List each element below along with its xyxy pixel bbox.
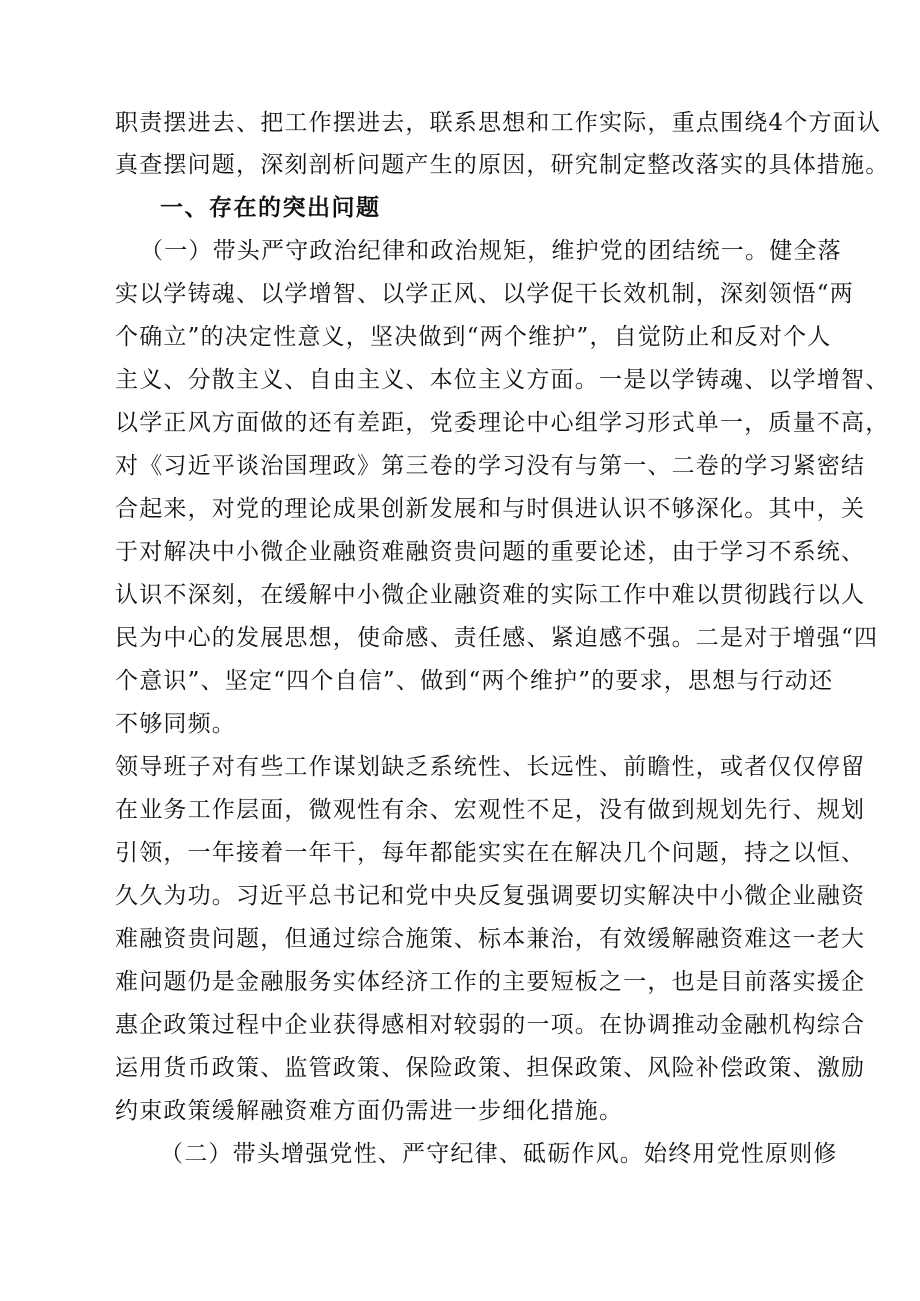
- text-line: （二）带头增强党性、严守纪律、砥砺作风。始终用党性原则修: [160, 1141, 838, 1167]
- text-line: 运用货币政策、监管政策、保险政策、担保政策、风险补偿政策、激励: [115, 1055, 866, 1081]
- text-line: 个确立”的决定性意义，坚决做到“两个维护”，自觉防止和反对个人: [115, 324, 832, 350]
- text-line: 合起来，对党的理论成果创新发展和与时俱进认识不够深化。其中，关: [115, 496, 866, 522]
- text-line: 民为中心的发展思想，使命感、责任感、紧迫感不强。二是对于增强“四: [115, 625, 879, 651]
- text-line: 个意识”、坚定“四个自信”、做到“两个维护”的要求，思想与行动还: [115, 668, 834, 694]
- text-line: 不够同频。: [115, 711, 236, 737]
- text-line: 惠企政策过程中企业获得感相对较弱的一项。在协调推动金融机构综合: [115, 1012, 866, 1038]
- text-line: 认识不深刻，在缓解中小微企业融资难的实际工作中难以贯彻践行以人: [115, 582, 866, 608]
- text-line: 领导班子对有些工作谋划缺乏系统性、长远性、前瞻性，或者仅仅停留: [115, 754, 866, 780]
- text-line: 约束政策缓解融资难方面仍需进一步细化措施。: [115, 1098, 624, 1124]
- text-line: 在业务工作层面，微观性有余、宏观性不足，没有做到规划先行、规划: [115, 797, 866, 823]
- text-line: 难融资贵问题，但通过综合施策、标本兼治，有效缓解融资难这一老大: [115, 926, 866, 952]
- text-line: 以学正风方面做的还有差距，党委理论中心组学习形式单一，质量不高，: [115, 410, 890, 436]
- text-line: 主义、分散主义、自由主义、本位主义方面。一是以学铸魂、以学增智、: [115, 367, 890, 393]
- text-line: 引领，一年接着一年干，每年都能实实在在解决几个问题，持之以恒、: [115, 840, 866, 866]
- text-line: 实以学铸魂、以学增智、以学正风、以学促干长效机制，深刻领悟“两: [115, 281, 854, 307]
- text-line: 职责摆进去、把工作摆进去，联系思想和工作实际，重点围绕4个方面认: [115, 110, 882, 136]
- section-heading: 一、存在的突出问题: [160, 195, 381, 221]
- text-line: 于对解决中小微企业融资难融资贵问题的重要论述，由于学习不系统、: [115, 539, 866, 565]
- text-line: 久久为功。习近平总书记和党中央反复强调要切实解决中小微企业融资: [115, 883, 866, 909]
- text-line: 对《习近平谈治国理政》第三卷的学习没有与第一、二卷的学习紧密结: [115, 453, 866, 479]
- text-line: （一）带头严守政治纪律和政治规矩，维护党的团结统一。健全落: [140, 238, 842, 264]
- text-line: 真查摆问题，深刻剖析问题产生的原因，研究制定整改落实的具体措施。: [115, 152, 890, 178]
- text-line: 难问题仍是金融服务实体经济工作的主要短板之一，也是目前落实援企: [115, 969, 866, 995]
